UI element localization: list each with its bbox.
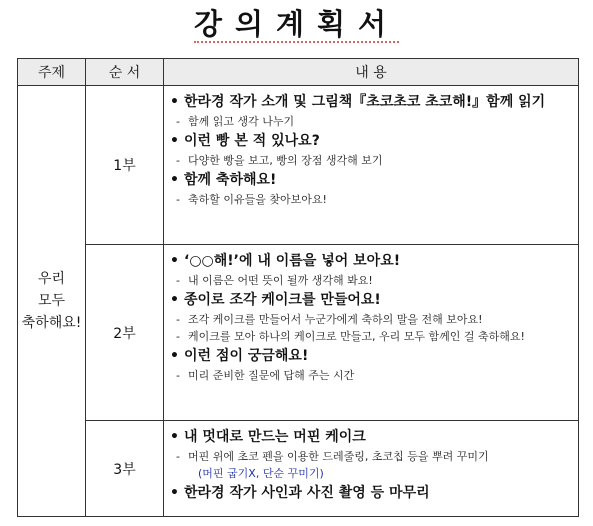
item-title: 내 멋대로 만드는 머핀 케이크 (184, 429, 366, 445)
bullet-icon: • (170, 253, 179, 269)
part-label: 2부 (86, 245, 164, 421)
bullet-icon: • (170, 429, 179, 445)
list-item: • 함께 축하해요! - 축하할 이유들을 찾아보아요! (170, 169, 572, 208)
document-title-text: 강의계획서 (193, 7, 400, 41)
item-detail: 다양한 빵을 보고, 빵의 장점 생각해 보기 (188, 154, 383, 167)
item-title: 이런 점이 궁금해요! (184, 348, 309, 364)
bullet-icon: • (170, 485, 179, 501)
bullet-icon: • (170, 172, 179, 188)
document-title (0, 2, 593, 43)
topic-line-3: 축하해요! (21, 315, 82, 331)
bullet-icon: • (170, 133, 179, 149)
table-row-part3 (18, 421, 579, 517)
list-item: • 이런 빵 본 적 있나요? - 다양한 빵을 보고, 빵의 장점 생각해 보기 (170, 130, 572, 169)
item-title: 한라경 작가 소개 및 그림책『초코초코 초코해!』함께 읽기 (184, 94, 546, 110)
item-title: 종이로 조각 케이크를 만들어요! (184, 292, 381, 308)
bullet-icon: • (170, 348, 179, 364)
table-row-part2 (18, 245, 579, 421)
item-detail: 미리 준비한 질문에 답해 주는 시간 (188, 369, 355, 382)
content-cell (164, 421, 579, 517)
item-title: ‘○○해!’에 내 이름을 넣어 보아요! (184, 253, 401, 269)
item-detail: 머핀 위에 초코 펜을 이용한 드레줄링, 초코칩 등을 뿌려 꾸미기 (188, 450, 489, 463)
item-title: 한라경 작가 사인과 사진 촬영 등 마무리 (184, 485, 430, 501)
item-detail: 축하할 이유들을 찾아보아요! (188, 193, 327, 206)
list-item: • 종이로 조각 케이크를 만들어요! - 조각 케이크를 만들어서 누군가에게 축하의 말을 전해 보아요! - 케이크를 모아 하나의 케이크로 만들고, 우리 모두 함께인 걸 축하해요! (170, 289, 572, 345)
list-item: • 내 멋대로 만드는 머핀 케이크 - 머핀 위에 초코 펜을 이용한 드레줄링, 초코칩 등을 뿌려 꾸미기 (머핀 굽기X, 단순 꾸미기) (170, 426, 572, 482)
topic-line-1: 우리 (37, 271, 66, 287)
list-item: • 이런 점이 궁금해요! - 미리 준비한 질문에 답해 주는 시간 (170, 345, 572, 384)
bullet-icon: • (170, 94, 179, 110)
item-title: 이런 빵 본 적 있나요? (184, 133, 320, 149)
list-item: • ‘○○해!’에 내 이름을 넣어 보아요! - 내 이름은 어떤 뜻이 될까 생각해 봐요! (170, 250, 572, 289)
part-label: 3부 (86, 421, 164, 517)
item-detail: 케이크를 모아 하나의 케이크로 만들고, 우리 모두 함께인 걸 축하해요! (188, 330, 525, 343)
header-topic: 주제 (18, 59, 86, 86)
header-order: 순 서 (86, 59, 164, 86)
table-row-part1 (18, 86, 579, 245)
topic-line-2: 모두 (37, 293, 66, 309)
topic-cell (18, 86, 86, 517)
list-item (170, 482, 572, 504)
content-cell (164, 86, 579, 245)
table-header-row (18, 59, 579, 86)
item-detail: 조각 케이크를 만들어서 누군가에게 축하의 말을 전해 보아요! (188, 313, 483, 326)
list-item: • 한라경 작가 소개 및 그림책『초코초코 초코해!』함께 읽기 - 함께 읽고 생각 나누기 (170, 91, 572, 130)
header-content: 내 용 (164, 59, 579, 86)
item-detail: 내 이름은 어떤 뜻이 될까 생각해 봐요! (188, 274, 373, 287)
part-label: 1부 (86, 86, 164, 245)
lesson-plan-table (17, 58, 579, 517)
item-detail: 함께 읽고 생각 나누기 (188, 115, 295, 128)
bullet-icon: • (170, 292, 179, 308)
item-title: 함께 축하해요! (184, 172, 277, 188)
item-note: (머핀 굽기X, 단순 꾸미기) (198, 467, 324, 480)
content-cell (164, 245, 579, 421)
